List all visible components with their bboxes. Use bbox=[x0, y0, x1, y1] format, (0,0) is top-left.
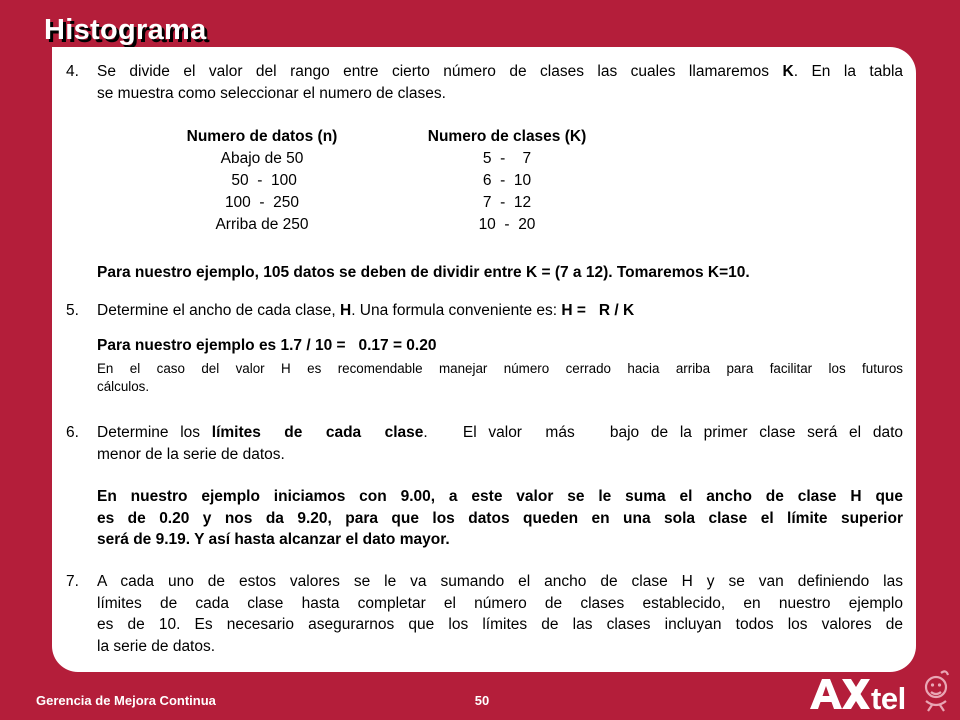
step-text-line: menor de la serie de datos. bbox=[97, 445, 285, 463]
table-cell: 5 - 7 bbox=[482, 150, 532, 167]
axtel-mascot-icon bbox=[926, 671, 948, 711]
table-cell: 50 - 100 bbox=[227, 172, 297, 189]
content-panel bbox=[52, 47, 916, 672]
page-number: 50 bbox=[474, 693, 490, 708]
example-line: En nuestro ejemplo iniciamos con 9.00, a este valor se le suma el ancho de clase H que bbox=[97, 488, 903, 505]
step-text-line bbox=[97, 300, 903, 322]
step-number: 4. bbox=[66, 63, 79, 80]
axtel-wordmark bbox=[810, 679, 870, 709]
step-text-line: A cada uno de estos valores se le va sumando el ancho de clase H y se van definiendo las bbox=[97, 573, 903, 590]
slide-title: Histograma bbox=[44, 14, 207, 46]
step-text-line: es de 10. Es necesario asegurarnos que los límites de las clases incluyan todos los valores de bbox=[97, 616, 903, 633]
step-body bbox=[97, 61, 903, 104]
note-line: En el caso del valor H es recomendable manejar número cerrado hacia arriba para facilitar los futuros bbox=[97, 361, 903, 376]
example-text: Para nuestro ejemplo, 105 datos se deben de dividir entre K = (7 a 12). Tomaremos K=10. bbox=[97, 264, 750, 281]
table-cell: Abajo de 50 bbox=[220, 150, 304, 167]
table-cell: 7 - 12 bbox=[482, 194, 532, 211]
step-text-line: límites de cada clase hasta completar el número de clases establecido, en nuestro ejemplo bbox=[97, 594, 903, 612]
step-body bbox=[97, 571, 903, 657]
table-cell: Arriba de 250 bbox=[215, 216, 309, 233]
bold-h: H bbox=[339, 302, 352, 319]
axtel-logo bbox=[808, 665, 958, 717]
step-text-line bbox=[97, 61, 903, 83]
step-text-line: se muestra como seleccionar el numero de clases. bbox=[97, 84, 446, 102]
text-run: . Una formula conveniente es: bbox=[351, 302, 562, 319]
text-run: Determine los bbox=[97, 424, 212, 441]
step-body bbox=[97, 300, 903, 396]
table-cell: 10 - 20 bbox=[478, 216, 536, 233]
step-number: 7. bbox=[66, 573, 79, 590]
step-number: 6. bbox=[66, 424, 79, 441]
step-number: 5. bbox=[66, 302, 79, 319]
class-table bbox=[52, 126, 916, 246]
table-header-clases: Numero de clases (K) bbox=[427, 128, 587, 145]
bold-limits: límites de cada clase bbox=[211, 424, 424, 441]
table-cell: 100 - 250 bbox=[224, 194, 300, 211]
step-text-line bbox=[97, 422, 903, 444]
formula: H = R / K bbox=[561, 302, 635, 319]
example-line: será de 9.19. Y así hasta alcanzar el dato mayor. bbox=[97, 531, 450, 548]
text-run: Se divide el valor del rango entre cierto número de clases las cuales llamaremos bbox=[97, 63, 783, 80]
note-line: cálculos. bbox=[97, 379, 150, 394]
text-run: . El valor más bajo de la primer clase será el dato bbox=[423, 424, 903, 441]
step-body bbox=[97, 262, 903, 284]
step-text-line: la serie de datos. bbox=[97, 637, 216, 655]
table-cell: 6 - 10 bbox=[482, 172, 532, 189]
example-text: Para nuestro ejemplo es 1.7 / 10 = 0.17 = 0.20 bbox=[97, 336, 437, 354]
step-body bbox=[97, 422, 903, 551]
footer-org: Gerencia de Mejora Continua bbox=[36, 693, 216, 708]
example-line: es de 0.20 y nos da 9.20, para que los datos queden en una sola clase el límite superior bbox=[97, 509, 903, 527]
axtel-wordmark-tel: tel bbox=[871, 681, 906, 716]
table-header-datos: Numero de datos (n) bbox=[186, 128, 338, 145]
text-run: . En la tabla bbox=[793, 63, 904, 80]
text-run: Determine el ancho de cada clase, bbox=[97, 302, 340, 319]
bold-k: K bbox=[782, 63, 794, 80]
